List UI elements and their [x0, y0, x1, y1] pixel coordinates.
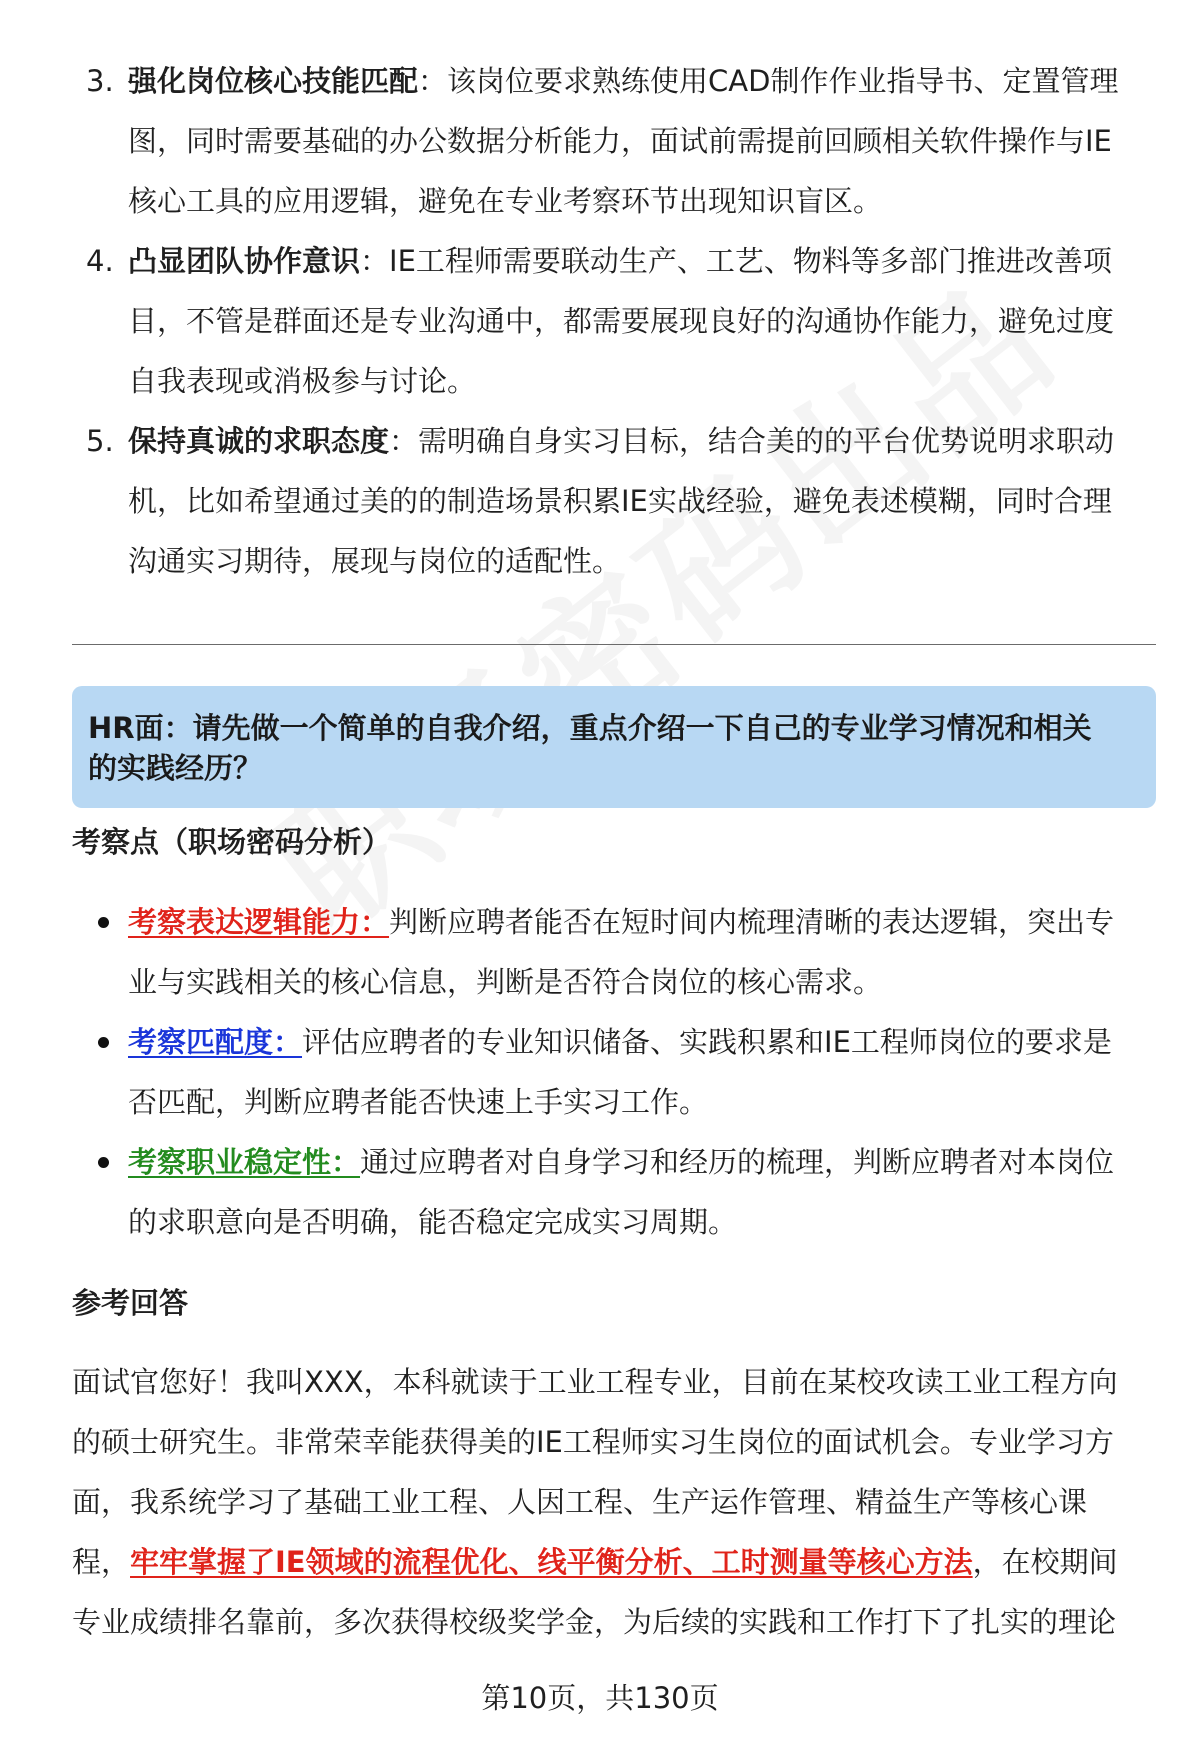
item-title: 强化岗位核心技能匹配 [128, 64, 419, 98]
list-item [72, 1132, 1156, 1252]
item-text: 需明确自身实习目标，结合美的的平台优势说明求职动 [418, 424, 1115, 458]
item-text: 目，不管是群面还是专业沟通中，都需要展现良好的沟通协作能力，避免过度 [128, 304, 1115, 338]
item-title: 凸显团队协作意识 [128, 244, 361, 278]
answer-paragraph [72, 1352, 1156, 1652]
highlight-label: 考察匹配度： [128, 1025, 303, 1059]
item-separator: ： [418, 64, 448, 98]
answer-line [72, 1532, 1156, 1592]
list-item [72, 1012, 1156, 1132]
bullet-icon [98, 1037, 109, 1048]
list-item [72, 51, 1152, 231]
answer-heading: 参考回答 [72, 1286, 189, 1320]
answer-line: 面，我系统学习了基础工业工程、人因工程、生产运作管理、精益生产等核心课 [72, 1485, 1088, 1519]
highlight-label: 考察职业稳定性： [128, 1145, 361, 1179]
list-number: 4. [86, 244, 114, 278]
page-number: 第10页，共130页 [481, 1681, 719, 1715]
item-text: 图，同时需要基础的办公数据分析能力，面试前需提前回顾相关软件操作与IE [128, 124, 1112, 158]
list-number: 5. [86, 424, 114, 458]
item-separator: ： [389, 424, 419, 458]
bullet-icon [98, 917, 109, 928]
answer-line: 面试官您好！我叫XXX，本科就读于工业工程专业，目前在某校攻读工业工程方向 [72, 1365, 1118, 1399]
item-text: 自我表现或消极参与讨论。 [128, 364, 477, 398]
question-text: 的实践经历？ [88, 751, 263, 785]
question-text: HR面：请先做一个简单的自我介绍，重点介绍一下自己的专业学习情况和相关 [88, 711, 1092, 745]
item-text: 该岗位要求熟练使用CAD制作作业指导书、定置管理 [447, 64, 1119, 98]
answer-text: 程， [72, 1545, 131, 1579]
item-text: 通过应聘者对自身学习和经历的梳理，判断应聘者对本岗位 [360, 1145, 1115, 1179]
item-text: 评估应聘者的专业知识储备、实践积累和IE工程师岗位的要求是 [302, 1025, 1112, 1059]
item-text: IE工程师需要联动生产、工艺、物料等多部门推进改善项 [389, 244, 1112, 278]
highlight-label: 考察表达逻辑能力： [128, 905, 390, 939]
item-separator: ： [360, 244, 390, 278]
list-item [72, 231, 1152, 411]
analysis-list [72, 892, 1156, 1252]
answer-line: 专业成绩排名靠前，多次获得校级奖学金，为后续的实践和工作打下了扎实的理论 [72, 1605, 1117, 1639]
item-text: 否匹配，判断应聘者能否快速上手实习工作。 [128, 1085, 709, 1119]
answer-emphasis: 牢牢掌握了IE领域的流程优化、线平衡分析、工时测量等核心方法 [130, 1545, 973, 1579]
item-title: 保持真诚的求职态度 [128, 424, 390, 458]
list-item [72, 411, 1152, 591]
item-text: 判断应聘者能否在短时间内梳理清晰的表达逻辑，突出专 [389, 905, 1115, 939]
item-text: 沟通实习期待，展现与岗位的适配性。 [128, 544, 622, 578]
bullet-icon [98, 1157, 109, 1168]
item-text: 业与实践相关的核心信息，判断是否符合岗位的核心需求。 [128, 965, 883, 999]
question-box [72, 686, 1156, 808]
item-text: 核心工具的应用逻辑，避免在专业考察环节出现知识盲区。 [128, 184, 883, 218]
numbered-list [72, 51, 1152, 591]
answer-line: 的硕士研究生。非常荣幸能获得美的IE工程师实习生岗位的面试机会。专业学习方 [72, 1425, 1114, 1459]
answer-text: ，在校期间 [972, 1545, 1118, 1579]
section-divider [72, 644, 1156, 645]
list-item [72, 892, 1156, 1012]
item-text: 的求职意向是否明确，能否稳定完成实习周期。 [128, 1205, 738, 1239]
analysis-heading: 考察点（职场密码分析） [72, 825, 392, 859]
list-number: 3. [86, 64, 114, 98]
item-text: 机，比如希望通过美的的制造场景积累IE实战经验，避免表述模糊，同时合理 [128, 484, 1112, 518]
